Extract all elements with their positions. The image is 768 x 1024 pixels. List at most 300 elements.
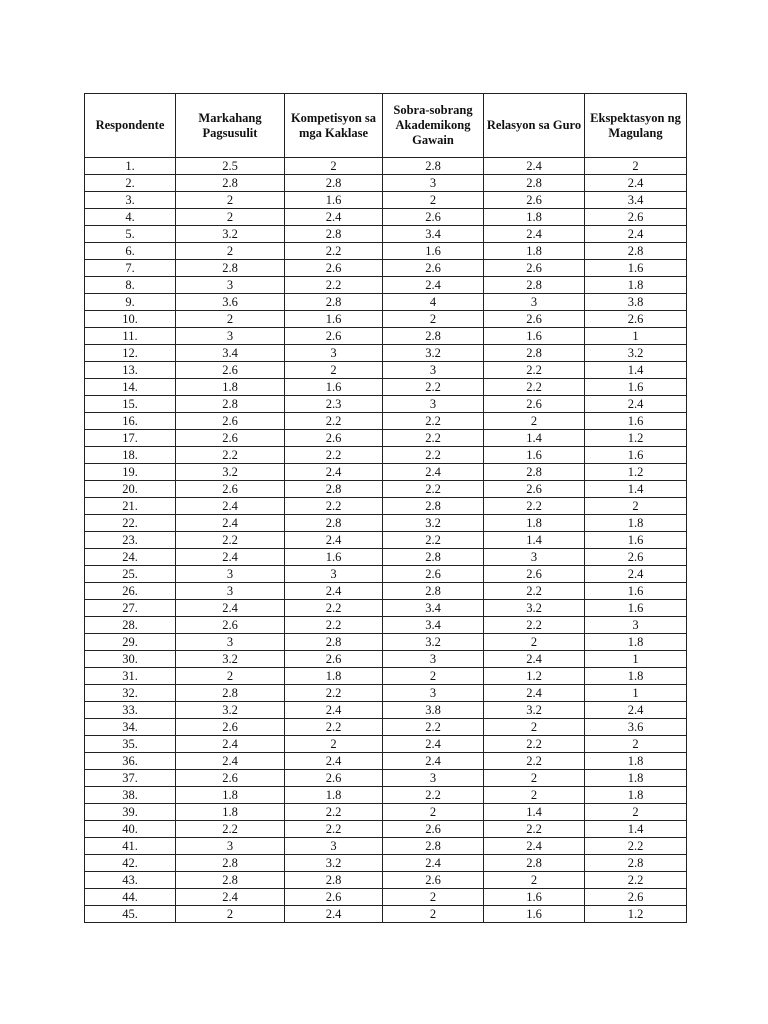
cell-relasyon-sa-guro: 1.6 — [484, 906, 585, 923]
cell-markahang-pagsusulit: 2.4 — [176, 515, 285, 532]
table-row — [85, 719, 687, 736]
cell-respondente: 38. — [85, 787, 176, 804]
cell-ekspektasyon: 3.8 — [585, 294, 687, 311]
cell-kompetisyon: 2.6 — [285, 770, 383, 787]
table-row — [85, 651, 687, 668]
cell-ekspektasyon: 1.8 — [585, 277, 687, 294]
cell-kompetisyon: 2 — [285, 362, 383, 379]
cell-ekspektasyon: 2 — [585, 498, 687, 515]
table-row — [85, 821, 687, 838]
cell-respondente: 16. — [85, 413, 176, 430]
cell-markahang-pagsusulit: 2.8 — [176, 685, 285, 702]
cell-ekspektasyon: 2.6 — [585, 889, 687, 906]
cell-markahang-pagsusulit: 2.4 — [176, 736, 285, 753]
cell-akademikong-gawain: 2.4 — [383, 753, 484, 770]
table-row — [85, 702, 687, 719]
header-kompetisyon: Kompetisyon sa mga Kaklase — [285, 94, 383, 158]
cell-respondente: 36. — [85, 753, 176, 770]
cell-respondente: 45. — [85, 906, 176, 923]
cell-kompetisyon: 2.2 — [285, 498, 383, 515]
cell-ekspektasyon: 1.6 — [585, 532, 687, 549]
cell-kompetisyon: 2.6 — [285, 430, 383, 447]
cell-markahang-pagsusulit: 3 — [176, 566, 285, 583]
cell-respondente: 39. — [85, 804, 176, 821]
cell-relasyon-sa-guro: 2.2 — [484, 821, 585, 838]
cell-markahang-pagsusulit: 1.8 — [176, 379, 285, 396]
cell-akademikong-gawain: 2.2 — [383, 430, 484, 447]
cell-relasyon-sa-guro: 2.6 — [484, 481, 585, 498]
cell-ekspektasyon: 1.8 — [585, 787, 687, 804]
cell-ekspektasyon: 1.6 — [585, 600, 687, 617]
cell-markahang-pagsusulit: 2.5 — [176, 158, 285, 175]
cell-markahang-pagsusulit: 1.8 — [176, 804, 285, 821]
cell-kompetisyon: 2.2 — [285, 719, 383, 736]
cell-relasyon-sa-guro: 2.4 — [484, 158, 585, 175]
cell-kompetisyon: 2 — [285, 736, 383, 753]
cell-akademikong-gawain: 3 — [383, 685, 484, 702]
cell-kompetisyon: 3.2 — [285, 855, 383, 872]
cell-relasyon-sa-guro: 2.6 — [484, 311, 585, 328]
cell-akademikong-gawain: 2.8 — [383, 838, 484, 855]
cell-kompetisyon: 2 — [285, 158, 383, 175]
cell-kompetisyon: 1.6 — [285, 379, 383, 396]
cell-akademikong-gawain: 3.2 — [383, 634, 484, 651]
cell-akademikong-gawain: 3 — [383, 770, 484, 787]
cell-akademikong-gawain: 3.4 — [383, 617, 484, 634]
table-row — [85, 532, 687, 549]
cell-ekspektasyon: 1 — [585, 685, 687, 702]
cell-akademikong-gawain: 3 — [383, 651, 484, 668]
cell-markahang-pagsusulit: 2.4 — [176, 889, 285, 906]
cell-respondente: 21. — [85, 498, 176, 515]
cell-kompetisyon: 1.6 — [285, 192, 383, 209]
cell-ekspektasyon: 3.6 — [585, 719, 687, 736]
cell-respondente: 20. — [85, 481, 176, 498]
cell-respondente: 31. — [85, 668, 176, 685]
table-row — [85, 855, 687, 872]
cell-relasyon-sa-guro: 1.6 — [484, 447, 585, 464]
table-row — [85, 311, 687, 328]
table-row — [85, 447, 687, 464]
cell-relasyon-sa-guro: 2.2 — [484, 583, 585, 600]
cell-markahang-pagsusulit: 2.8 — [176, 872, 285, 889]
cell-markahang-pagsusulit: 2.8 — [176, 260, 285, 277]
cell-kompetisyon: 2.2 — [285, 685, 383, 702]
cell-respondente: 5. — [85, 226, 176, 243]
cell-respondente: 27. — [85, 600, 176, 617]
cell-relasyon-sa-guro: 2.4 — [484, 651, 585, 668]
cell-respondente: 35. — [85, 736, 176, 753]
cell-markahang-pagsusulit: 3 — [176, 583, 285, 600]
cell-respondente: 10. — [85, 311, 176, 328]
cell-respondente: 9. — [85, 294, 176, 311]
cell-kompetisyon: 2.6 — [285, 651, 383, 668]
table-row — [85, 209, 687, 226]
table-row — [85, 464, 687, 481]
cell-kompetisyon: 2.2 — [285, 413, 383, 430]
cell-respondente: 24. — [85, 549, 176, 566]
table-row — [85, 175, 687, 192]
cell-relasyon-sa-guro: 2.4 — [484, 685, 585, 702]
cell-ekspektasyon: 2.2 — [585, 838, 687, 855]
cell-ekspektasyon: 1.2 — [585, 464, 687, 481]
table-row — [85, 770, 687, 787]
table-row — [85, 345, 687, 362]
cell-ekspektasyon: 3 — [585, 617, 687, 634]
cell-respondente: 15. — [85, 396, 176, 413]
cell-markahang-pagsusulit: 2 — [176, 906, 285, 923]
cell-relasyon-sa-guro: 1.4 — [484, 804, 585, 821]
cell-kompetisyon: 2.2 — [285, 804, 383, 821]
cell-akademikong-gawain: 2 — [383, 668, 484, 685]
table-row — [85, 583, 687, 600]
header-respondente: Respondente — [85, 94, 176, 158]
cell-kompetisyon: 3 — [285, 345, 383, 362]
cell-respondente: 6. — [85, 243, 176, 260]
cell-akademikong-gawain: 2.6 — [383, 872, 484, 889]
cell-akademikong-gawain: 3.8 — [383, 702, 484, 719]
cell-respondente: 1. — [85, 158, 176, 175]
table-row — [85, 685, 687, 702]
table-row — [85, 600, 687, 617]
table-row — [85, 906, 687, 923]
cell-akademikong-gawain: 3.4 — [383, 600, 484, 617]
cell-ekspektasyon: 1 — [585, 651, 687, 668]
cell-akademikong-gawain: 2.2 — [383, 447, 484, 464]
cell-relasyon-sa-guro: 3.2 — [484, 702, 585, 719]
cell-respondente: 42. — [85, 855, 176, 872]
cell-markahang-pagsusulit: 2 — [176, 243, 285, 260]
cell-ekspektasyon: 1.4 — [585, 821, 687, 838]
cell-markahang-pagsusulit: 3.2 — [176, 464, 285, 481]
cell-kompetisyon: 2.8 — [285, 634, 383, 651]
cell-relasyon-sa-guro: 2 — [484, 787, 585, 804]
cell-akademikong-gawain: 2.8 — [383, 549, 484, 566]
table-row — [85, 838, 687, 855]
cell-ekspektasyon: 1.8 — [585, 753, 687, 770]
cell-kompetisyon: 2.6 — [285, 328, 383, 345]
cell-ekspektasyon: 1.8 — [585, 770, 687, 787]
cell-ekspektasyon: 1.8 — [585, 634, 687, 651]
cell-markahang-pagsusulit: 2.4 — [176, 600, 285, 617]
cell-respondente: 43. — [85, 872, 176, 889]
cell-markahang-pagsusulit: 1.8 — [176, 787, 285, 804]
cell-akademikong-gawain: 2.2 — [383, 413, 484, 430]
cell-relasyon-sa-guro: 3 — [484, 549, 585, 566]
table-row — [85, 260, 687, 277]
table-row — [85, 872, 687, 889]
cell-relasyon-sa-guro: 2 — [484, 413, 585, 430]
cell-ekspektasyon: 1.2 — [585, 906, 687, 923]
header-row — [85, 94, 687, 158]
cell-respondente: 17. — [85, 430, 176, 447]
cell-relasyon-sa-guro: 1.2 — [484, 668, 585, 685]
cell-akademikong-gawain: 2 — [383, 804, 484, 821]
cell-relasyon-sa-guro: 2.6 — [484, 260, 585, 277]
table-row — [85, 787, 687, 804]
table-row — [85, 277, 687, 294]
cell-ekspektasyon: 2.6 — [585, 209, 687, 226]
cell-respondente: 14. — [85, 379, 176, 396]
cell-ekspektasyon: 2.2 — [585, 872, 687, 889]
cell-respondente: 22. — [85, 515, 176, 532]
table-row — [85, 226, 687, 243]
cell-ekspektasyon: 2.4 — [585, 226, 687, 243]
cell-relasyon-sa-guro: 1.6 — [484, 889, 585, 906]
cell-markahang-pagsusulit: 2.8 — [176, 396, 285, 413]
cell-markahang-pagsusulit: 2 — [176, 192, 285, 209]
cell-respondente: 13. — [85, 362, 176, 379]
cell-akademikong-gawain: 2 — [383, 906, 484, 923]
cell-kompetisyon: 2.4 — [285, 583, 383, 600]
cell-akademikong-gawain: 2.2 — [383, 787, 484, 804]
cell-markahang-pagsusulit: 3.2 — [176, 651, 285, 668]
cell-markahang-pagsusulit: 2.2 — [176, 447, 285, 464]
cell-relasyon-sa-guro: 2.6 — [484, 566, 585, 583]
cell-ekspektasyon: 1.6 — [585, 260, 687, 277]
cell-relasyon-sa-guro: 1.8 — [484, 515, 585, 532]
table-row — [85, 889, 687, 906]
cell-ekspektasyon: 2.8 — [585, 855, 687, 872]
cell-kompetisyon: 2.6 — [285, 260, 383, 277]
cell-kompetisyon: 2.4 — [285, 906, 383, 923]
cell-relasyon-sa-guro: 2.8 — [484, 175, 585, 192]
cell-akademikong-gawain: 2 — [383, 192, 484, 209]
cell-akademikong-gawain: 2.2 — [383, 379, 484, 396]
cell-relasyon-sa-guro: 2.2 — [484, 753, 585, 770]
cell-relasyon-sa-guro: 3 — [484, 294, 585, 311]
table-row — [85, 294, 687, 311]
cell-markahang-pagsusulit: 3 — [176, 328, 285, 345]
cell-akademikong-gawain: 2.6 — [383, 821, 484, 838]
cell-kompetisyon: 2.8 — [285, 226, 383, 243]
cell-respondente: 28. — [85, 617, 176, 634]
cell-relasyon-sa-guro: 2.2 — [484, 362, 585, 379]
cell-kompetisyon: 2.2 — [285, 617, 383, 634]
table-row — [85, 617, 687, 634]
cell-akademikong-gawain: 2.4 — [383, 736, 484, 753]
cell-ekspektasyon: 3.2 — [585, 345, 687, 362]
cell-respondente: 8. — [85, 277, 176, 294]
cell-respondente: 19. — [85, 464, 176, 481]
cell-akademikong-gawain: 2.8 — [383, 583, 484, 600]
table-row — [85, 158, 687, 175]
cell-relasyon-sa-guro: 1.8 — [484, 243, 585, 260]
table-row — [85, 396, 687, 413]
cell-akademikong-gawain: 3.2 — [383, 345, 484, 362]
cell-akademikong-gawain: 2.2 — [383, 481, 484, 498]
cell-kompetisyon: 1.8 — [285, 787, 383, 804]
table-row — [85, 804, 687, 821]
cell-akademikong-gawain: 3 — [383, 396, 484, 413]
cell-relasyon-sa-guro: 2.8 — [484, 277, 585, 294]
cell-respondente: 12. — [85, 345, 176, 362]
cell-ekspektasyon: 2 — [585, 736, 687, 753]
cell-respondente: 7. — [85, 260, 176, 277]
cell-kompetisyon: 2.8 — [285, 294, 383, 311]
cell-markahang-pagsusulit: 2.6 — [176, 362, 285, 379]
cell-relasyon-sa-guro: 2 — [484, 872, 585, 889]
cell-relasyon-sa-guro: 1.4 — [484, 430, 585, 447]
table-row — [85, 668, 687, 685]
cell-kompetisyon: 1.8 — [285, 668, 383, 685]
cell-markahang-pagsusulit: 2 — [176, 668, 285, 685]
cell-respondente: 29. — [85, 634, 176, 651]
table-row — [85, 736, 687, 753]
cell-respondente: 34. — [85, 719, 176, 736]
cell-kompetisyon: 2.4 — [285, 464, 383, 481]
header-relasyon-sa-guro: Relasyon sa Guro — [484, 94, 585, 158]
cell-relasyon-sa-guro: 2 — [484, 770, 585, 787]
cell-ekspektasyon: 1.4 — [585, 481, 687, 498]
cell-respondente: 25. — [85, 566, 176, 583]
table-header — [85, 94, 687, 158]
table-row — [85, 481, 687, 498]
cell-respondente: 26. — [85, 583, 176, 600]
cell-respondente: 41. — [85, 838, 176, 855]
header-markahang-pagsusulit: Markahang Pagsusulit — [176, 94, 285, 158]
cell-akademikong-gawain: 2.4 — [383, 855, 484, 872]
cell-ekspektasyon: 2.4 — [585, 396, 687, 413]
table-row — [85, 753, 687, 770]
table-row — [85, 243, 687, 260]
cell-respondente: 33. — [85, 702, 176, 719]
cell-ekspektasyon: 1.2 — [585, 430, 687, 447]
cell-akademikong-gawain: 2.8 — [383, 498, 484, 515]
cell-relasyon-sa-guro: 2.6 — [484, 192, 585, 209]
data-table — [84, 93, 687, 923]
cell-markahang-pagsusulit: 3 — [176, 277, 285, 294]
cell-relasyon-sa-guro: 2.8 — [484, 464, 585, 481]
cell-ekspektasyon: 2.8 — [585, 243, 687, 260]
cell-relasyon-sa-guro: 1.6 — [484, 328, 585, 345]
cell-markahang-pagsusulit: 2.6 — [176, 719, 285, 736]
cell-kompetisyon: 2.4 — [285, 209, 383, 226]
cell-kompetisyon: 2.4 — [285, 532, 383, 549]
cell-respondente: 32. — [85, 685, 176, 702]
cell-markahang-pagsusulit: 2.8 — [176, 855, 285, 872]
cell-markahang-pagsusulit: 2.4 — [176, 498, 285, 515]
cell-akademikong-gawain: 3.4 — [383, 226, 484, 243]
cell-respondente: 4. — [85, 209, 176, 226]
cell-relasyon-sa-guro: 1.4 — [484, 532, 585, 549]
cell-relasyon-sa-guro: 2.4 — [484, 226, 585, 243]
table-row — [85, 566, 687, 583]
header-akademikong-gawain: Sobra-sobrang Akademikong Gawain — [383, 94, 484, 158]
cell-kompetisyon: 2.8 — [285, 481, 383, 498]
cell-ekspektasyon: 2.6 — [585, 311, 687, 328]
cell-respondente: 18. — [85, 447, 176, 464]
cell-akademikong-gawain: 2.4 — [383, 277, 484, 294]
cell-ekspektasyon: 1.6 — [585, 379, 687, 396]
cell-kompetisyon: 3 — [285, 838, 383, 855]
cell-akademikong-gawain: 2.8 — [383, 328, 484, 345]
cell-akademikong-gawain: 2.6 — [383, 209, 484, 226]
cell-kompetisyon: 1.6 — [285, 549, 383, 566]
cell-relasyon-sa-guro: 2.2 — [484, 736, 585, 753]
cell-akademikong-gawain: 2.8 — [383, 158, 484, 175]
cell-respondente: 23. — [85, 532, 176, 549]
cell-markahang-pagsusulit: 2.2 — [176, 532, 285, 549]
cell-kompetisyon: 2.8 — [285, 872, 383, 889]
cell-ekspektasyon: 1.8 — [585, 515, 687, 532]
cell-ekspektasyon: 1.6 — [585, 583, 687, 600]
cell-relasyon-sa-guro: 2.2 — [484, 498, 585, 515]
cell-kompetisyon: 2.6 — [285, 889, 383, 906]
table-row — [85, 379, 687, 396]
cell-respondente: 44. — [85, 889, 176, 906]
cell-markahang-pagsusulit: 3.2 — [176, 702, 285, 719]
cell-kompetisyon: 2.2 — [285, 821, 383, 838]
cell-markahang-pagsusulit: 2.8 — [176, 175, 285, 192]
cell-respondente: 40. — [85, 821, 176, 838]
cell-akademikong-gawain: 4 — [383, 294, 484, 311]
cell-markahang-pagsusulit: 2.4 — [176, 753, 285, 770]
cell-respondente: 11. — [85, 328, 176, 345]
cell-relasyon-sa-guro: 1.8 — [484, 209, 585, 226]
cell-relasyon-sa-guro: 2.2 — [484, 617, 585, 634]
cell-ekspektasyon: 3.4 — [585, 192, 687, 209]
cell-ekspektasyon: 1.6 — [585, 413, 687, 430]
cell-akademikong-gawain: 2 — [383, 311, 484, 328]
cell-ekspektasyon: 1.4 — [585, 362, 687, 379]
cell-ekspektasyon: 2.4 — [585, 566, 687, 583]
cell-relasyon-sa-guro: 2.8 — [484, 345, 585, 362]
cell-relasyon-sa-guro: 3.2 — [484, 600, 585, 617]
table-row — [85, 328, 687, 345]
table-row — [85, 192, 687, 209]
cell-markahang-pagsusulit: 2.6 — [176, 413, 285, 430]
cell-akademikong-gawain: 2.2 — [383, 532, 484, 549]
table-row — [85, 515, 687, 532]
cell-akademikong-gawain: 2.2 — [383, 719, 484, 736]
table-row — [85, 362, 687, 379]
cell-relasyon-sa-guro: 2 — [484, 719, 585, 736]
cell-ekspektasyon: 1.8 — [585, 668, 687, 685]
cell-markahang-pagsusulit: 2.6 — [176, 770, 285, 787]
cell-ekspektasyon: 1 — [585, 328, 687, 345]
cell-kompetisyon: 2.2 — [285, 447, 383, 464]
cell-kompetisyon: 3 — [285, 566, 383, 583]
cell-markahang-pagsusulit: 2 — [176, 209, 285, 226]
table-row — [85, 634, 687, 651]
cell-markahang-pagsusulit: 3 — [176, 838, 285, 855]
cell-kompetisyon: 2.2 — [285, 277, 383, 294]
cell-relasyon-sa-guro: 2.8 — [484, 855, 585, 872]
cell-kompetisyon: 2.3 — [285, 396, 383, 413]
cell-akademikong-gawain: 2.6 — [383, 260, 484, 277]
cell-ekspektasyon: 2 — [585, 158, 687, 175]
cell-markahang-pagsusulit: 2.6 — [176, 430, 285, 447]
cell-relasyon-sa-guro: 2 — [484, 634, 585, 651]
cell-kompetisyon: 2.2 — [285, 243, 383, 260]
cell-markahang-pagsusulit: 2.4 — [176, 549, 285, 566]
cell-markahang-pagsusulit: 3.2 — [176, 226, 285, 243]
cell-relasyon-sa-guro: 2.2 — [484, 379, 585, 396]
cell-kompetisyon: 2.4 — [285, 702, 383, 719]
header-ekspektasyon: Ekspektasyon ng Magulang — [585, 94, 687, 158]
cell-respondente: 3. — [85, 192, 176, 209]
table-body — [85, 158, 687, 923]
cell-relasyon-sa-guro: 2.6 — [484, 396, 585, 413]
cell-markahang-pagsusulit: 2.2 — [176, 821, 285, 838]
cell-akademikong-gawain: 1.6 — [383, 243, 484, 260]
cell-kompetisyon: 2.2 — [285, 600, 383, 617]
cell-respondente: 2. — [85, 175, 176, 192]
cell-akademikong-gawain: 3 — [383, 175, 484, 192]
cell-markahang-pagsusulit: 2.6 — [176, 481, 285, 498]
table-row — [85, 498, 687, 515]
